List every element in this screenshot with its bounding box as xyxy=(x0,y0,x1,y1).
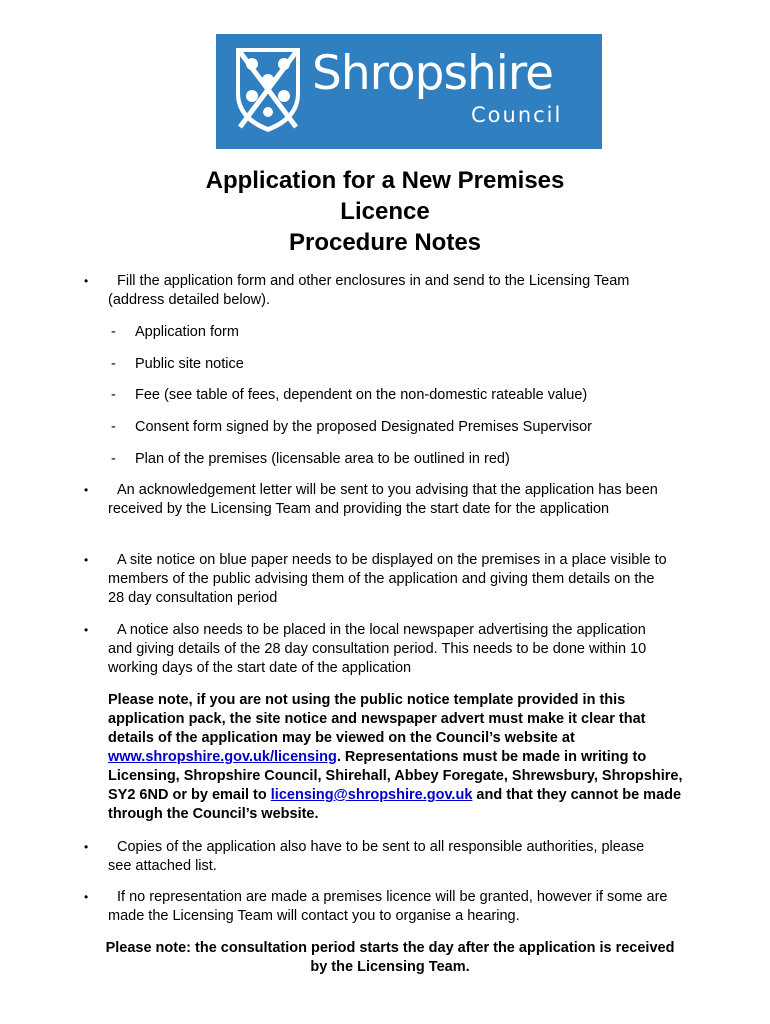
crest-icon xyxy=(234,46,302,134)
step-paragraph: If no representation are made a premises licence will be granted, however if some are made the Licensing Team will contact you to organise a hearing. xyxy=(108,889,668,924)
step-paragraph: A site notice on blue paper needs to be displayed on the premises in a place visible to members of the public advising them of the application and giving them details on the 28 day consultation period xyxy=(108,552,667,606)
logo-subtitle: Council xyxy=(471,103,563,127)
enclosure-item: Plan of the premises (licensable area to be outlined in red) xyxy=(135,451,510,467)
dash-icon: - xyxy=(111,387,116,403)
intro-paragraph: Fill the application form and other enclosures in and send to the Licensing Team (address detailed below). xyxy=(108,273,630,308)
council-logo xyxy=(216,34,602,149)
bullet-icon: • xyxy=(84,890,89,904)
title-line-1: Application for a New Premises xyxy=(205,167,565,194)
step-paragraph: Copies of the application also have to be sent to all responsible authorities, please see attached list. xyxy=(108,839,645,874)
note-text-1: Please note, if you are not using the public notice template provided in this application pack, the site notice and newspaper advert must make it clear that details of the application may be viewed on the Council’s website at xyxy=(108,692,646,746)
bullet-icon: • xyxy=(84,623,89,637)
website-link[interactable]: www.shropshire.gov.uk/licensing xyxy=(108,749,337,765)
title-line-2: Licence xyxy=(340,198,430,225)
enclosure-item: Fee (see table of fees, dependent on the non-domestic rateable value) xyxy=(135,387,588,403)
dash-icon: - xyxy=(111,451,116,467)
dash-icon: - xyxy=(111,419,116,435)
dash-icon: - xyxy=(111,356,116,372)
step-paragraph: A notice also needs to be placed in the local newspaper advertising the application and giving details of the 28 day consultation period. This needs to be done within 10 working days of the start date of the application xyxy=(108,622,647,676)
note-text-2: . Representations must be made in writing to Licensing, Shropshire Council, Shirehall, Abbey Foregate, Shrewsbury, Shropshire, SY2 6ND or by email to xyxy=(108,749,683,803)
licensing-note xyxy=(108,691,688,824)
dash-icon: - xyxy=(111,324,116,340)
note-text-3: and that they cannot be made through the Council’s website. xyxy=(108,787,682,822)
bullet-icon: • xyxy=(84,840,89,854)
email-link[interactable]: licensing@shropshire.gov.uk xyxy=(270,787,473,803)
bullet-icon: • xyxy=(84,274,89,288)
step-paragraph: An acknowledgement letter will be sent to you advising that the application has been received by the Licensing Team and providing the start date for the application xyxy=(108,482,658,517)
enclosure-item: Consent form signed by the proposed Designated Premises Supervisor xyxy=(135,419,592,435)
enclosure-item: Application form xyxy=(135,324,239,340)
title-line-3: Procedure Notes xyxy=(288,229,482,256)
bullet-icon: • xyxy=(84,553,89,567)
enclosure-item: Public site notice xyxy=(135,356,244,372)
logo-wordmark: Shropshire xyxy=(312,46,554,101)
bullet-icon: • xyxy=(84,483,89,497)
consultation-note: Please note: the consultation period starts the day after the application is received by the Licensing Team. xyxy=(105,940,675,975)
